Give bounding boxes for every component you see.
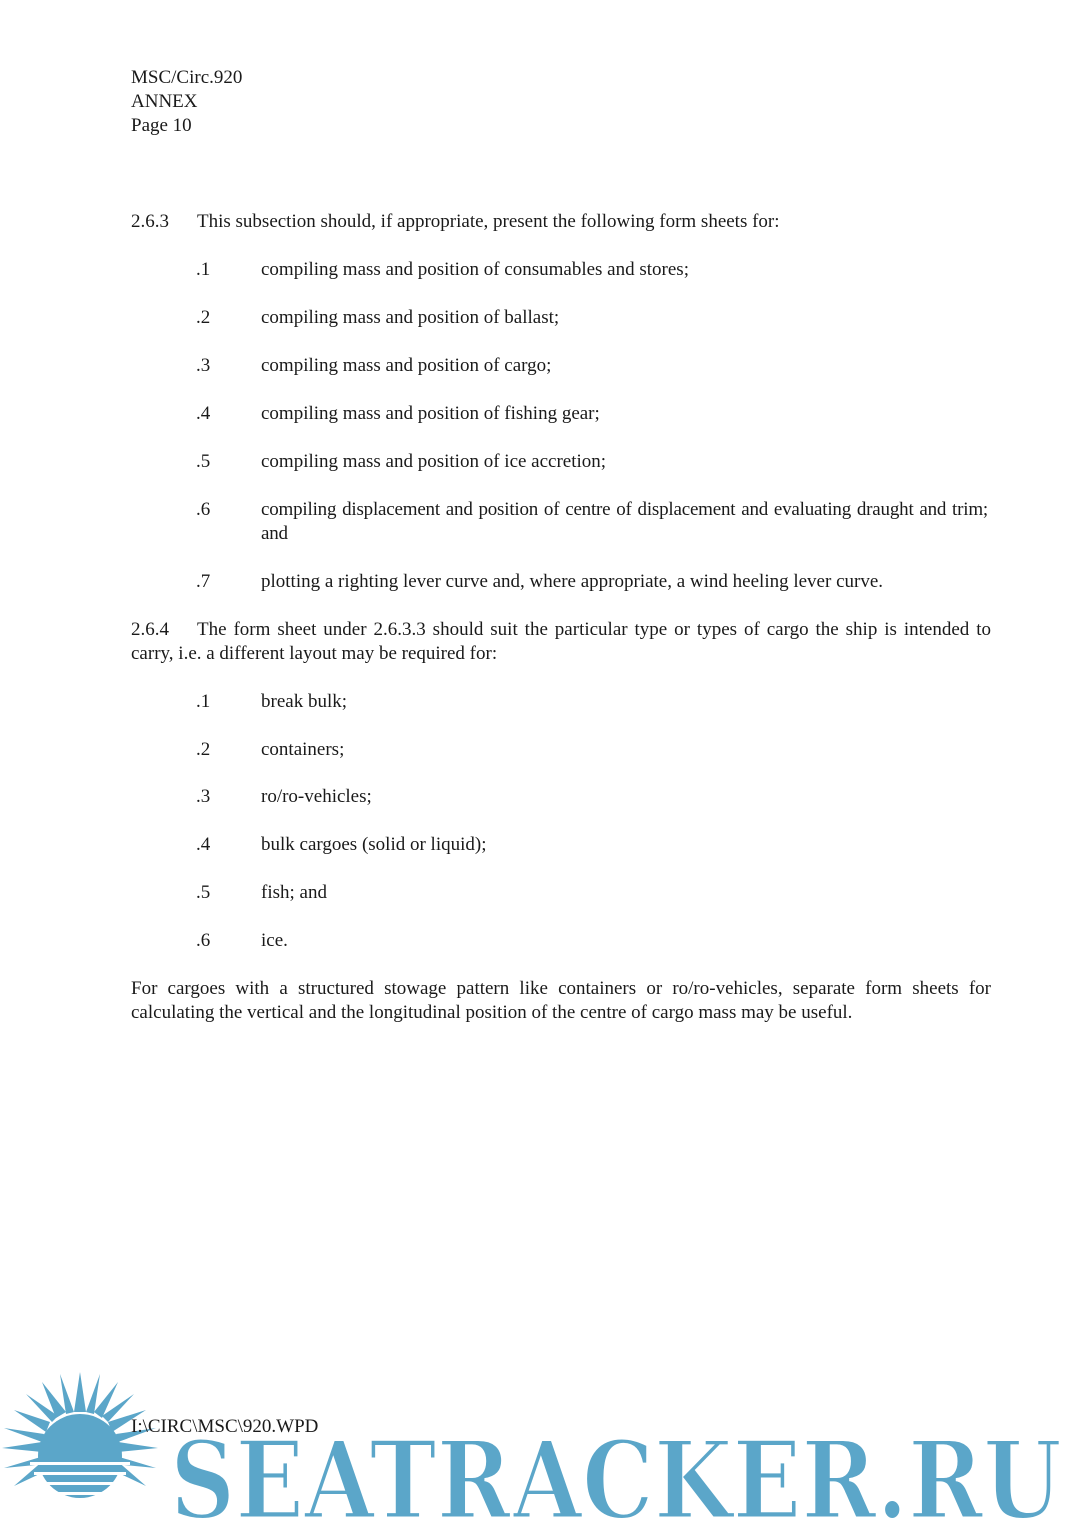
list-item-number: .6 xyxy=(196,499,211,520)
list-item-number: .2 xyxy=(196,739,211,760)
list-item-number: .3 xyxy=(196,786,211,807)
seatracker-watermark xyxy=(0,1370,1080,1528)
list-item-number: .1 xyxy=(196,691,211,712)
page-number: Page 10 xyxy=(131,115,192,136)
list-item-number: .7 xyxy=(196,571,211,592)
list-item-text: ro/ro-vehicles; xyxy=(261,786,372,807)
list-item-text: plotting a righting lever curve and, where appropriate, a wind heeling lever curve. xyxy=(261,571,884,592)
list-item-text: compiling mass and position of consumables and stores; xyxy=(261,259,689,280)
annex-label: ANNEX xyxy=(131,91,198,112)
paragraph-number: 2.6.3 xyxy=(131,211,169,232)
paragraph-2-6-4 xyxy=(131,618,991,666)
list-item-text: compiling mass and position of fishing gear; xyxy=(261,403,600,424)
paragraph-2-6-3 xyxy=(131,210,991,234)
list-item-number: .3 xyxy=(196,355,211,376)
list-item-text: compiling mass and position of cargo; xyxy=(261,355,552,376)
circular-reference: MSC/Circ.920 xyxy=(131,67,243,88)
list-item-number: .4 xyxy=(196,834,211,855)
list-item-number: .6 xyxy=(196,930,211,951)
list-item-text: compiling displacement and position of centre of displacement and evaluating draught and trim; and xyxy=(261,499,988,544)
document-header xyxy=(131,66,242,138)
list-item-number: .2 xyxy=(196,307,211,328)
list-item-number: .1 xyxy=(196,259,211,280)
paragraph-number: 2.6.4 xyxy=(131,619,169,640)
watermark-text: SEATRACKER.RU xyxy=(170,1418,1062,1528)
paragraph-text: The form sheet under 2.6.3.3 should suit the particular type or types of cargo the ship is intended to carry, i.e. a different layout may be required for: xyxy=(131,619,991,664)
list-item-text: fish; and xyxy=(261,882,327,903)
list-item-number: .5 xyxy=(196,882,211,903)
list-item-text: break bulk; xyxy=(261,691,348,712)
list-item-text: ice. xyxy=(261,930,288,951)
list-item-number: .5 xyxy=(196,451,211,472)
list-item-text: compiling mass and position of ice accretion; xyxy=(261,451,607,472)
list-item-text: containers; xyxy=(261,739,345,760)
list-item-number: .4 xyxy=(196,403,211,424)
list-item-text: compiling mass and position of ballast; xyxy=(261,307,560,328)
paragraph-text: This subsection should, if appropriate, present the following form sheets for: xyxy=(197,211,780,232)
closing-paragraph: For cargoes with a structured stowage pattern like containers or ro/ro-vehicles, separate form sheets for calculating the vertical and the longitudinal position of the centre of cargo mass may be useful. xyxy=(131,978,991,1023)
list-item-text: bulk cargoes (solid or liquid); xyxy=(261,834,487,855)
file-path: I:\CIRC\MSC\920.WPD xyxy=(131,1416,319,1437)
